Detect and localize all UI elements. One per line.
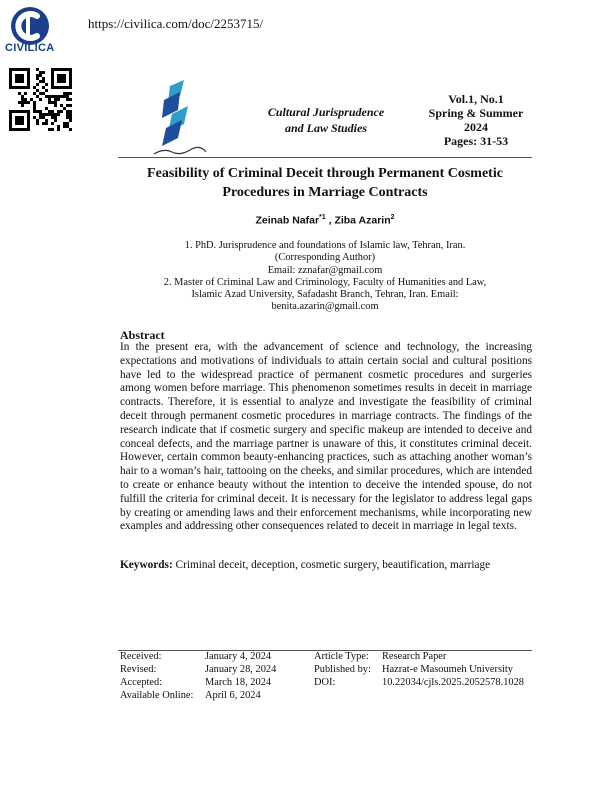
received-date: January 4, 2024 — [205, 651, 272, 662]
qr-module — [45, 89, 48, 92]
qr-module — [39, 92, 42, 95]
qr-module — [33, 101, 36, 104]
issue-season: Spring & Summer — [428, 106, 524, 120]
qr-module — [33, 86, 36, 89]
keywords-label: Keywords: — [120, 559, 173, 571]
qr-module — [54, 98, 57, 101]
affiliation-line: 2. Master of Criminal Law and Criminology, Faculty of Humanities and Law, — [163, 276, 487, 288]
qr-module — [51, 116, 54, 119]
qr-module — [36, 110, 39, 113]
qr-module — [66, 116, 69, 119]
qr-module — [42, 80, 45, 83]
qr-module — [39, 74, 42, 77]
qr-module — [18, 101, 21, 104]
article-type: Research Paper — [382, 651, 447, 662]
qr-module — [42, 122, 45, 125]
metadata-row — [120, 677, 534, 690]
qr-module — [57, 113, 60, 116]
qr-module — [60, 95, 63, 98]
qr-module — [21, 95, 24, 98]
author-name: Zeinab Nafar — [255, 214, 320, 227]
available-online-date: April 6, 2024 — [205, 689, 261, 701]
title-line-2: Procedures in Marriage Contracts — [222, 185, 428, 200]
qr-module — [45, 95, 48, 98]
qr-module — [51, 128, 54, 131]
qr-module — [51, 122, 54, 125]
qr-module — [66, 122, 69, 125]
article-metadata — [120, 651, 534, 703]
qr-module — [15, 74, 24, 83]
civilica-wordmark: CIVILICA — [5, 42, 55, 54]
qr-module — [39, 71, 42, 74]
qr-module — [15, 116, 24, 125]
qr-module — [36, 68, 39, 71]
volume-number: Vol.1, No.1 — [448, 92, 504, 106]
header-divider — [118, 157, 532, 158]
title-line-1: Feasibility of Criminal Deceit through Permanent Cosmetic — [147, 166, 503, 181]
document-url-link[interactable]: https://civilica.com/doc/2253715/ — [88, 16, 264, 31]
received-label: Received: — [120, 651, 162, 662]
affiliation-line: 1. PhD. Jurisprudence and foundations of Islamic law, Tehran, Iran. — [184, 240, 466, 251]
qr-module — [42, 116, 45, 119]
author-email-2[interactable]: benita.azarin@gmail.com — [271, 301, 379, 313]
qr-module — [21, 101, 24, 104]
qr-module — [45, 113, 48, 116]
qr-module — [39, 116, 42, 119]
abstract-text: In the present era, with the advancement of science and technology, the increasing expectations and motivations of individuals to attain certain social and cultural positions have led to the widespread practice of permanent cosmetic procedures and surgeries among women before marriage. This phenomenon sometimes results in deceit in marriage contracts. Therefore, it is essential to analyze and investigate the feasibility of criminal deceit through permanent cosmetic procedures in marriage contracts. The findings of the research indicate that if cosmetic surgery and specific makeup are intended to deceive and conceal defects, and the marriage partner is unaware of this, it constitutes criminal deceit. However, certain common beauty-enhancing practices, such as attaching another woman’s hair to a woman’s hair, tattooing on the cheeks, and similar procedures, which are intended to create or enhance beauty without the intention to deceive the intended spouse, do not fulfill the criteria for criminal deceit. It is necessary for the legislator to address legal gaps by creating or amending laws and their enforcement mechanisms, while incorporating new examples and addressing other consequences related to deceit in marriage in legal texts. — [120, 341, 532, 533]
issue-year: 2024 — [464, 120, 488, 134]
qr-module — [63, 92, 66, 95]
metadata-row — [120, 664, 534, 677]
qr-module — [69, 116, 72, 119]
qr-module — [42, 71, 45, 74]
qr-module — [39, 80, 42, 83]
qr-module — [36, 119, 39, 122]
qr-module — [45, 107, 48, 110]
qr-module — [36, 74, 39, 77]
revised-label: Revised: — [120, 663, 157, 675]
qr-module — [66, 110, 69, 113]
journal-name-line-2: and Law Studies — [284, 121, 368, 135]
qr-module — [63, 107, 66, 110]
qr-module — [57, 98, 60, 101]
article-type-label: Article Type: — [314, 651, 369, 662]
qr-module — [57, 110, 60, 113]
logo-script — [154, 147, 206, 154]
qr-code — [9, 68, 72, 131]
journal-logo — [150, 80, 210, 158]
qr-module — [33, 92, 36, 95]
affiliation-line: (Corresponding Author) — [274, 252, 376, 264]
qr-module — [48, 98, 51, 101]
publisher-label: Published by: — [314, 663, 371, 675]
qr-module — [39, 110, 42, 113]
qr-module — [54, 104, 57, 107]
qr-module — [48, 95, 51, 98]
qr-module — [21, 98, 24, 101]
qr-module — [51, 95, 54, 98]
qr-module — [48, 101, 51, 104]
qr-module — [33, 110, 36, 113]
qr-module — [57, 95, 60, 98]
journal-name-line-1: Cultural Jurisprudence — [267, 105, 385, 119]
qr-module — [66, 113, 69, 116]
available-online-label: Available Online: — [120, 689, 194, 701]
qr-module — [48, 128, 51, 131]
issue-info — [420, 92, 532, 148]
qr-module — [63, 122, 66, 125]
doi-label: DOI: — [314, 676, 336, 688]
qr-module — [33, 116, 36, 119]
author-name: Ziba Azarin — [334, 214, 391, 227]
qr-module — [51, 110, 54, 113]
paper-title — [118, 164, 532, 202]
keywords — [120, 559, 532, 571]
qr-module — [57, 125, 60, 128]
qr-module — [42, 92, 45, 95]
qr-module — [66, 104, 69, 107]
qr-module — [51, 113, 54, 116]
qr-module — [39, 98, 42, 101]
qr-module — [60, 104, 63, 107]
qr-module — [69, 113, 72, 116]
author-email-1[interactable]: Email: zznafar@gmail.com — [267, 264, 383, 276]
qr-module — [69, 98, 72, 101]
qr-module — [24, 98, 27, 101]
qr-module — [51, 101, 54, 104]
metadata-row — [120, 651, 534, 664]
keywords-text: Criminal deceit, deception, cosmetic surgery, beautification, marriage — [175, 559, 491, 571]
metadata-row — [120, 690, 534, 703]
qr-module — [54, 119, 57, 122]
qr-module — [69, 119, 72, 122]
qr-module — [21, 104, 24, 107]
accepted-date: March 18, 2024 — [205, 676, 272, 688]
affiliation-line: Islamic Azad University, Safadasht Branch, Tehran, Iran. Email: — [191, 289, 459, 301]
qr-module — [66, 98, 69, 101]
journal-name — [252, 104, 400, 136]
qr-module — [24, 101, 27, 104]
qr-module — [69, 128, 72, 131]
qr-module — [36, 77, 39, 80]
qr-module — [54, 101, 57, 104]
qr-module — [66, 95, 69, 98]
qr-module — [45, 83, 48, 86]
qr-module — [57, 128, 60, 131]
publisher: Hazrat-e Masoumeh University — [382, 663, 513, 675]
qr-module — [66, 125, 69, 128]
qr-module — [45, 122, 48, 125]
accepted-label: Accepted: — [120, 676, 163, 688]
author-affiliation-mark: 2 — [390, 214, 395, 221]
revised-date: January 28, 2024 — [205, 663, 277, 675]
qr-module — [54, 113, 57, 116]
qr-module — [42, 113, 45, 116]
qr-module — [54, 116, 57, 119]
qr-module — [45, 119, 48, 122]
page-range: Pages: 31-53 — [443, 134, 509, 148]
qr-module — [42, 86, 45, 89]
qr-module — [48, 110, 51, 113]
qr-module — [36, 95, 39, 98]
qr-module — [60, 110, 63, 113]
qr-module — [66, 92, 69, 95]
qr-module — [39, 113, 42, 116]
author-list — [118, 214, 532, 227]
doi-link[interactable]: 10.22034/cjls.2025.2052578.1028 — [382, 676, 525, 688]
qr-module — [27, 101, 30, 104]
qr-module — [48, 113, 51, 116]
qr-module — [69, 110, 72, 113]
qr-module — [36, 89, 39, 92]
qr-module — [33, 104, 36, 107]
affiliations — [118, 240, 532, 314]
author-separator: , — [325, 214, 335, 227]
qr-module — [63, 125, 66, 128]
qr-module — [54, 95, 57, 98]
qr-module — [36, 122, 39, 125]
qr-module — [18, 92, 21, 95]
author-affiliation-mark: *1 — [319, 214, 326, 221]
qr-module — [30, 98, 33, 101]
qr-module — [69, 104, 72, 107]
qr-module — [24, 92, 27, 95]
qr-module — [36, 83, 39, 86]
qr-module — [33, 107, 36, 110]
qr-module — [63, 95, 66, 98]
qr-module — [57, 74, 66, 83]
qr-module — [69, 92, 72, 95]
qr-module — [42, 77, 45, 80]
abstract-heading: Abstract — [120, 328, 165, 342]
